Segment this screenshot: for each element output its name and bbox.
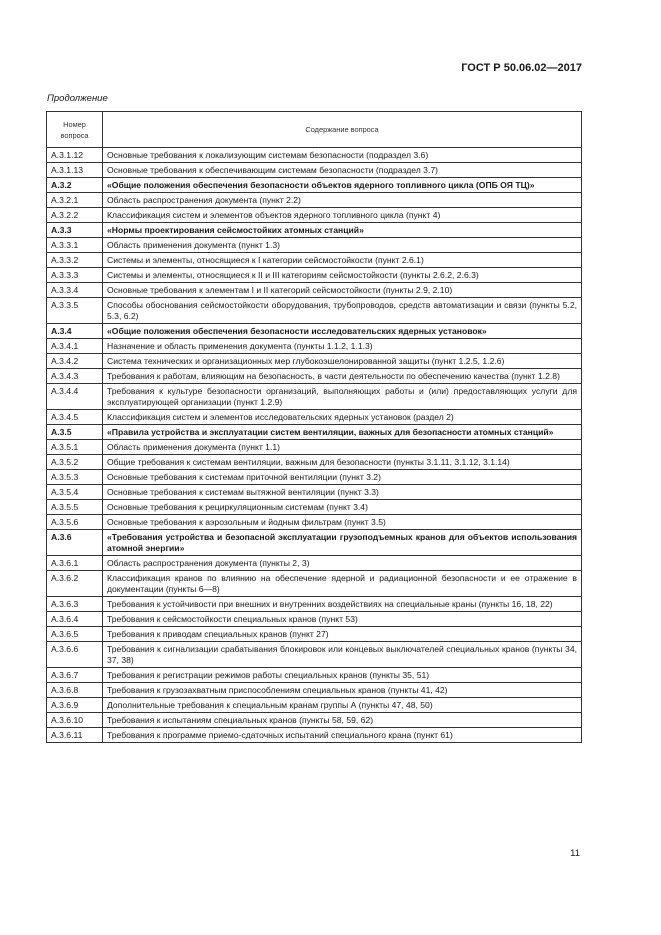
question-number: А.3.6.9 [47, 698, 103, 713]
question-content: Общие требования к системам вентиляции, важным для безопасности (пункты 3.1.11, 3.1.12, 3.1.14) [103, 455, 582, 470]
question-number: А.3.5.5 [47, 500, 103, 515]
question-content: Классификация систем и элементов объектов ядерного топливного цикла (пункт 4) [103, 208, 582, 223]
table-row [47, 668, 582, 683]
question-number: А.3.1.12 [47, 148, 103, 163]
table-row [47, 178, 582, 193]
question-number: А.3.6.5 [47, 627, 103, 642]
question-content: Требования к устойчивости при внешних и внутренних воздействиях на специальные краны (пункты 16, 18, 22) [103, 597, 582, 612]
question-content: Требования к культуре безопасности организаций, выполняющих работы и (или) предоставляющих услуги для эксплуатирующей организации (пункт 1.2.9) [103, 384, 582, 410]
table-row [47, 369, 582, 384]
question-content: Классификация кранов по влиянию на обеспечение ядерной и радиационной безопасности и ее отражение в документации (пункты 6—8) [103, 571, 582, 597]
question-number: А.3.5.4 [47, 485, 103, 500]
question-number: А.3.5 [47, 425, 103, 440]
question-number: А.3.4.4 [47, 384, 103, 410]
question-number: А.3.6.4 [47, 612, 103, 627]
question-number: А.3.1.13 [47, 163, 103, 178]
question-content: «Требования устройства и безопасной эксплуатации грузоподъемных кранов для объектов использования атомной энергии» [103, 530, 582, 556]
question-content: Классификация систем и элементов исследовательских ядерных установок (раздел 2) [103, 410, 582, 425]
question-content: Требования к приводам специальных кранов (пункт 27) [103, 627, 582, 642]
table-row [47, 339, 582, 354]
question-number: А.3.5.2 [47, 455, 103, 470]
question-number: А.3.2.1 [47, 193, 103, 208]
question-number: А.3.4.3 [47, 369, 103, 384]
question-number: А.3.4 [47, 324, 103, 339]
table-row [47, 515, 582, 530]
table-row [47, 238, 582, 253]
question-number: А.3.6.8 [47, 683, 103, 698]
question-number: А.3.6.3 [47, 597, 103, 612]
question-content: Область применения документа (пункт 1.1) [103, 440, 582, 455]
question-number: А.3.6.7 [47, 668, 103, 683]
table-row [47, 253, 582, 268]
question-number: А.3.5.6 [47, 515, 103, 530]
page-number: 11 [570, 848, 580, 859]
table-row [47, 425, 582, 440]
table-row [47, 612, 582, 627]
question-content: «Общие положения обеспечения безопасности исследовательских ядерных установок» [103, 324, 582, 339]
question-content: Область распространения документа (пункты 2, 3) [103, 556, 582, 571]
question-content: Требования к грузозахватным приспособлениям специальных кранов (пункты 41, 42) [103, 683, 582, 698]
table-row [47, 208, 582, 223]
table-row [47, 148, 582, 163]
table-row [47, 485, 582, 500]
table-row [47, 455, 582, 470]
question-content: Дополнительные требования к специальным кранам группы А (пункты 47, 48, 50) [103, 698, 582, 713]
question-content: Требования к регистрации режимов работы специальных кранов (пункты 35, 51) [103, 668, 582, 683]
question-number: А.3.5.3 [47, 470, 103, 485]
question-content: Основные требования к системам приточной вентиляции (пункт 3.2) [103, 470, 582, 485]
question-content: «Общие положения обеспечения безопасности объектов ядерного топливного цикла (ОПБ ОЯ ТЦ)» [103, 178, 582, 193]
table-header-row [47, 112, 582, 148]
table-row [47, 627, 582, 642]
question-content: Основные требования к системам вытяжной вентиляции (пункт 3.3) [103, 485, 582, 500]
table-row [47, 642, 582, 668]
question-content: Основные требования к рециркуляционным системам (пункт 3.4) [103, 500, 582, 515]
table-row [47, 440, 582, 455]
question-content: Способы обоснования сейсмостойкости оборудования, трубопроводов, средств автоматизации и связи (пункты 5.2, 5.3, 6.2) [103, 298, 582, 324]
question-content: Системы и элементы, относящиеся к I категории сейсмостойкости (пункт 2.6.1) [103, 253, 582, 268]
question-content: Система технических и организационных мер глубокоэшелонированной защиты (пункт 1.2.5, 1.2.6) [103, 354, 582, 369]
questions-table [46, 111, 582, 743]
question-number: А.3.5.1 [47, 440, 103, 455]
question-number: А.3.6.2 [47, 571, 103, 597]
question-number: А.3.3.2 [47, 253, 103, 268]
question-number: А.3.6.1 [47, 556, 103, 571]
table-row [47, 324, 582, 339]
table-row [47, 698, 582, 713]
question-content: «Правила устройства и эксплуатации систем вентиляции, важных для безопасности атомных станций» [103, 425, 582, 440]
question-number: А.3.3.5 [47, 298, 103, 324]
question-number: А.3.3.1 [47, 238, 103, 253]
question-number: А.3.3.4 [47, 283, 103, 298]
question-number: А.3.2.2 [47, 208, 103, 223]
table-body [47, 148, 582, 743]
question-number: А.3.3 [47, 223, 103, 238]
question-content: Основные требования к элементам I и II категорий сейсмостойкости (пункты 2.9, 2.10) [103, 283, 582, 298]
question-content: Основные требования к обеспечивающим системам безопасности (подраздел 3.7) [103, 163, 582, 178]
question-number: А.3.4.1 [47, 339, 103, 354]
question-content: Требования к испытаниям специальных кранов (пункты 58, 59, 62) [103, 713, 582, 728]
table-row [47, 298, 582, 324]
table-row [47, 223, 582, 238]
question-content: Требования к сигнализации срабатывания блокировок или концевых выключателей специальных кранов (пункты 34, 37, 38) [103, 642, 582, 668]
table-row [47, 683, 582, 698]
column-header-content: Содержание вопроса [103, 112, 582, 148]
table-row [47, 193, 582, 208]
question-number: А.3.2 [47, 178, 103, 193]
question-content: Требования к программе приемо-сдаточных испытаний специального крана (пункт 61) [103, 728, 582, 743]
table-row [47, 268, 582, 283]
table-row [47, 410, 582, 425]
question-content: Требования к работам, влияющим на безопасность, в части деятельности по обеспечению качества (пункт 1.2.8) [103, 369, 582, 384]
table-row [47, 597, 582, 612]
question-number: А.3.6.10 [47, 713, 103, 728]
question-content: Основные требования к локализующим системам безопасности (подраздел 3.6) [103, 148, 582, 163]
table-row [47, 556, 582, 571]
question-number: А.3.6 [47, 530, 103, 556]
table-row [47, 728, 582, 743]
question-number: А.3.4.2 [47, 354, 103, 369]
question-content: Назначение и область применения документа (пункты 1.1.2, 1.1.3) [103, 339, 582, 354]
question-number: А.3.6.11 [47, 728, 103, 743]
table-row [47, 283, 582, 298]
question-content: Системы и элементы, относящиеся к II и III категориям сейсмостойкости (пункты 2.6.2, 2.6.3) [103, 268, 582, 283]
question-content: «Нормы проектирования сейсмостойких атомных станций» [103, 223, 582, 238]
question-number: А.3.4.5 [47, 410, 103, 425]
question-number: А.3.3.3 [47, 268, 103, 283]
question-number: А.3.6.6 [47, 642, 103, 668]
table-row [47, 470, 582, 485]
column-header-number: Номер вопроса [47, 112, 103, 148]
table-row [47, 571, 582, 597]
continuation-label: Продолжение [47, 93, 108, 104]
table-row [47, 530, 582, 556]
table-row [47, 163, 582, 178]
table-row [47, 384, 582, 410]
question-content: Область применения документа (пункт 1.3) [103, 238, 582, 253]
question-content: Область распространения документа (пункт 2.2) [103, 193, 582, 208]
table-row [47, 500, 582, 515]
question-content: Основные требования к аэрозольным и йодным фильтрам (пункт 3.5) [103, 515, 582, 530]
document-code: ГОСТ Р 50.06.02—2017 [461, 62, 582, 74]
table-row [47, 713, 582, 728]
question-content: Требования к сейсмостойкости специальных кранов (пункт 53) [103, 612, 582, 627]
table-row [47, 354, 582, 369]
